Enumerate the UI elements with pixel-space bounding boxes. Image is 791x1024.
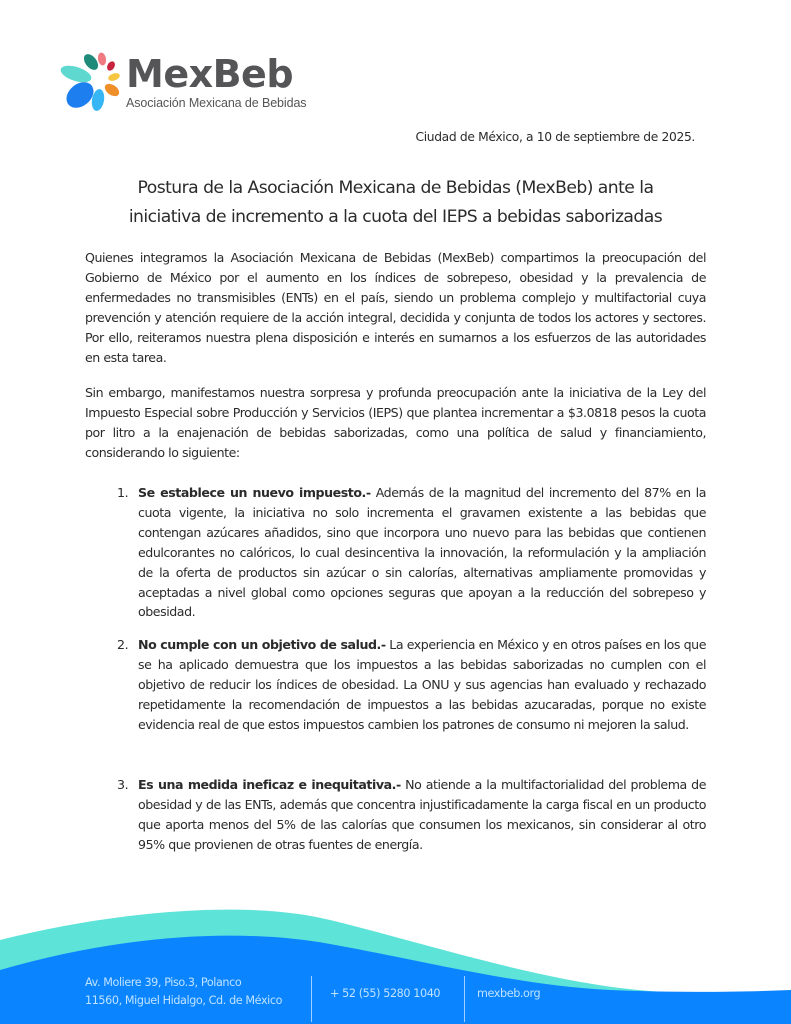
list-item bbox=[117, 483, 706, 622]
flower-petals-icon bbox=[58, 50, 124, 112]
list-item-number: 2. bbox=[117, 637, 129, 652]
footer bbox=[0, 880, 791, 1024]
list-item-number: 1. bbox=[117, 485, 129, 500]
title-line-1: Postura de la Asociación Mexicana de Bebidas (MexBeb) ante la bbox=[137, 178, 654, 198]
footer-address bbox=[85, 974, 282, 1010]
brand-name: MexBeb bbox=[126, 52, 294, 96]
list-item-number: 3. bbox=[117, 777, 129, 792]
footer-divider bbox=[311, 976, 312, 1022]
paragraph-intro: Quienes integramos la Asociación Mexicana de Bebidas (MexBeb) compartimos la preocupación del Gobierno de México por el aumento en los índices de sobrepeso, obesidad y la prevalencia de enfermedades no transmisibles (ENTs) en el país, siendo un problema complejo y multifactorial cuya prevención y atención requiere de la acción integral, decidida y conjunta de todos los actores y sectores. Por ello, reiteramos nuestra plena disposición e interés en sumarnos a los esfuerzos de las autoridades en esta tarea. bbox=[85, 250, 706, 365]
list-item-lead: No cumple con un objetivo de salud.- bbox=[138, 637, 386, 652]
brand-tagline: Asociación Mexicana de Bebidas bbox=[126, 96, 307, 110]
list-item-lead: Es una medida ineficaz e inequitativa.- bbox=[138, 777, 401, 792]
list-item-body bbox=[138, 483, 706, 622]
list-item-text: La experiencia en México y en otros países en los que se ha aplicado demuestra que los impuestos a las bebidas saborizadas no cumplen con el objetivo de reducir los índices de obesidad. La ONU y sus agencias han evaluado y rechazado repetidamente la recomendación de impuestos a las bebidas azucaradas, porque no existe evidencia real de que estos impuestos cambien los patrones de consumo ni mejoren la salud. bbox=[138, 637, 706, 732]
document-date: Ciudad de México, a 10 de septiembre de 2025. bbox=[415, 130, 695, 144]
title-line-2: iniciativa de incremento a la cuota del IEPS a bebidas saborizadas bbox=[128, 207, 663, 227]
mexbeb-logo bbox=[58, 50, 318, 120]
paragraph-concern: Sin embargo, manifestamos nuestra sorpresa y profunda preocupación ante la iniciativa de la Ley del Impuesto Especial sobre Producción y Servicios (IEPS) que plantea incrementar a $3.0818 pesos la cuota por litro a la enajenación de bebidas saborizadas, como una política de salud y financiamiento, considerando lo siguiente: bbox=[85, 385, 706, 460]
list-item-text: No atiende a la multifactorialidad del problema de obesidad y de las ENTs, además que concentra injustificadamente la carga fiscal en un producto que aporta menos del 5% de las calorías que consumen los mexicanos, sin considerar al otro 95% que provienen de otras fuentes de energía. bbox=[138, 777, 707, 852]
footer-divider bbox=[464, 976, 465, 1022]
footer-website-link[interactable]: mexbeb.org bbox=[477, 987, 541, 1000]
list-item-lead: Se establece un nuevo impuesto.- bbox=[138, 485, 371, 500]
list-item bbox=[117, 775, 706, 855]
list-item-body bbox=[138, 635, 706, 735]
address-line-2: 11560, Miguel Hidalgo, Cd. de México bbox=[85, 994, 283, 1007]
address-line-1: Av. Moliere 39, Piso.3, Polanco bbox=[85, 976, 242, 989]
list-item bbox=[117, 635, 706, 735]
footer-phone[interactable]: + 52 (55) 5280 1040 bbox=[330, 987, 441, 1000]
document-title bbox=[60, 174, 731, 232]
list-item-body bbox=[138, 775, 706, 855]
list-item-text: Además de la magnitud del incremento del 87% en la cuota vigente, la iniciativa no solo incrementa el gravamen existente a las bebidas que contengan azúcares añadidos, sino que incorpora uno nuevo para las bebidas que contienen edulcorantes no calóricos, lo cual desincentiva la innovación, la reformulación y la ampliación de la oferta de productos sin azúcar o sin calorías, alternativas ampliamente promovidas y aceptadas a nivel global como opciones seguras que apoyan a la reducción del sobrepeso y obesidad. bbox=[138, 485, 707, 620]
